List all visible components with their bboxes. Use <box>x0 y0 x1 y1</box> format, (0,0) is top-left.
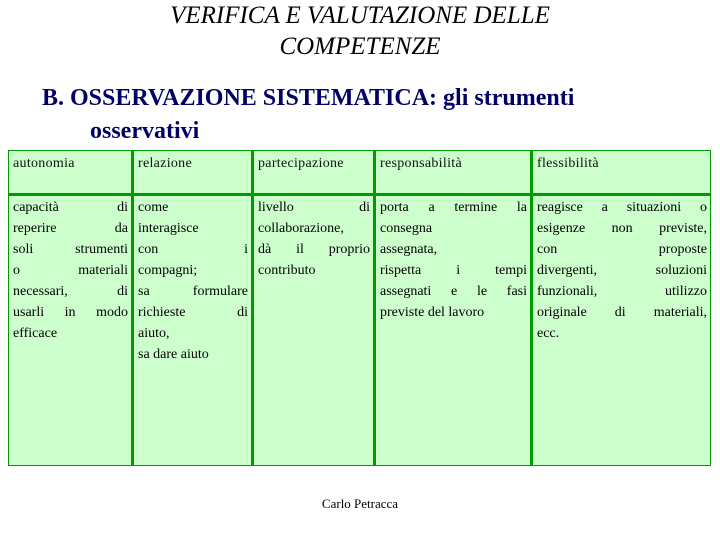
slide-subtitle <box>42 82 702 148</box>
cell-line: soli strumenti <box>13 242 128 257</box>
cell-line: sa dare aiuto <box>138 347 209 362</box>
cell-line: sa formulare <box>138 284 248 299</box>
cell-responsabilita <box>376 196 530 465</box>
cell-line: porta a termine la <box>380 200 527 215</box>
cell-line: reagisce a situazioni o <box>537 200 707 215</box>
cell-line: assegnata, <box>380 242 438 257</box>
cell-line: ecc. <box>537 326 560 341</box>
cell-line: consegna <box>380 221 433 236</box>
cell-line: richieste di <box>138 305 248 320</box>
cell-line: con proposte <box>537 242 707 257</box>
cell-line: compagni; <box>138 263 198 278</box>
cell-line: interagisce <box>138 221 199 236</box>
cell-line: dà il proprio <box>258 242 370 257</box>
cell-line: aiuto, <box>138 326 170 341</box>
header-responsabilita: responsabilità <box>376 151 530 193</box>
competence-table <box>8 150 711 466</box>
cell-line: come <box>138 200 169 215</box>
cell-line: funzionali, utilizzo <box>537 284 707 299</box>
cell-line: o materiali <box>13 263 128 278</box>
cell-flessibilita <box>533 196 710 465</box>
cell-line: previste del lavoro <box>380 305 485 320</box>
cell-line: reperire da <box>13 221 128 236</box>
cell-relazione <box>134 196 251 465</box>
cell-line: efficace <box>13 326 58 341</box>
cell-line: contributo <box>258 263 316 278</box>
cell-line: usarli in modo <box>13 305 128 320</box>
header-flessibilita: flessibilità <box>533 151 710 193</box>
slide-title <box>0 0 720 62</box>
slide-title-line-1: VERIFICA E VALUTAZIONE DELLE <box>170 2 550 29</box>
header-partecipazione: partecipazione <box>254 151 373 193</box>
slide-title-line-2: COMPETENZE <box>279 33 441 60</box>
cell-line: originale di materiali, <box>537 305 707 320</box>
header-autonomia: autonomia <box>9 151 131 193</box>
header-relazione: relazione <box>134 151 251 193</box>
cell-line: assegnati e le fasi <box>380 284 527 299</box>
slide-subtitle-line-2: osservativi <box>90 118 200 144</box>
cell-line: divergenti, soluzioni <box>537 263 707 278</box>
cell-line: esigenze non previste, <box>537 221 707 236</box>
author-footer: Carlo Petracca <box>321 496 399 511</box>
cell-partecipazione <box>254 196 373 465</box>
cell-line: rispetta i tempi <box>380 263 527 278</box>
cell-line: necessari, di <box>13 284 128 299</box>
slide-subtitle-line-1: B. OSSERVAZIONE SISTEMATICA: gli strumenti <box>42 85 575 111</box>
cell-autonomia <box>9 196 131 465</box>
cell-line: con i <box>138 242 248 257</box>
cell-line: collaborazione, <box>258 221 344 236</box>
cell-line: capacità di <box>13 200 128 215</box>
cell-line: livello di <box>258 200 370 215</box>
